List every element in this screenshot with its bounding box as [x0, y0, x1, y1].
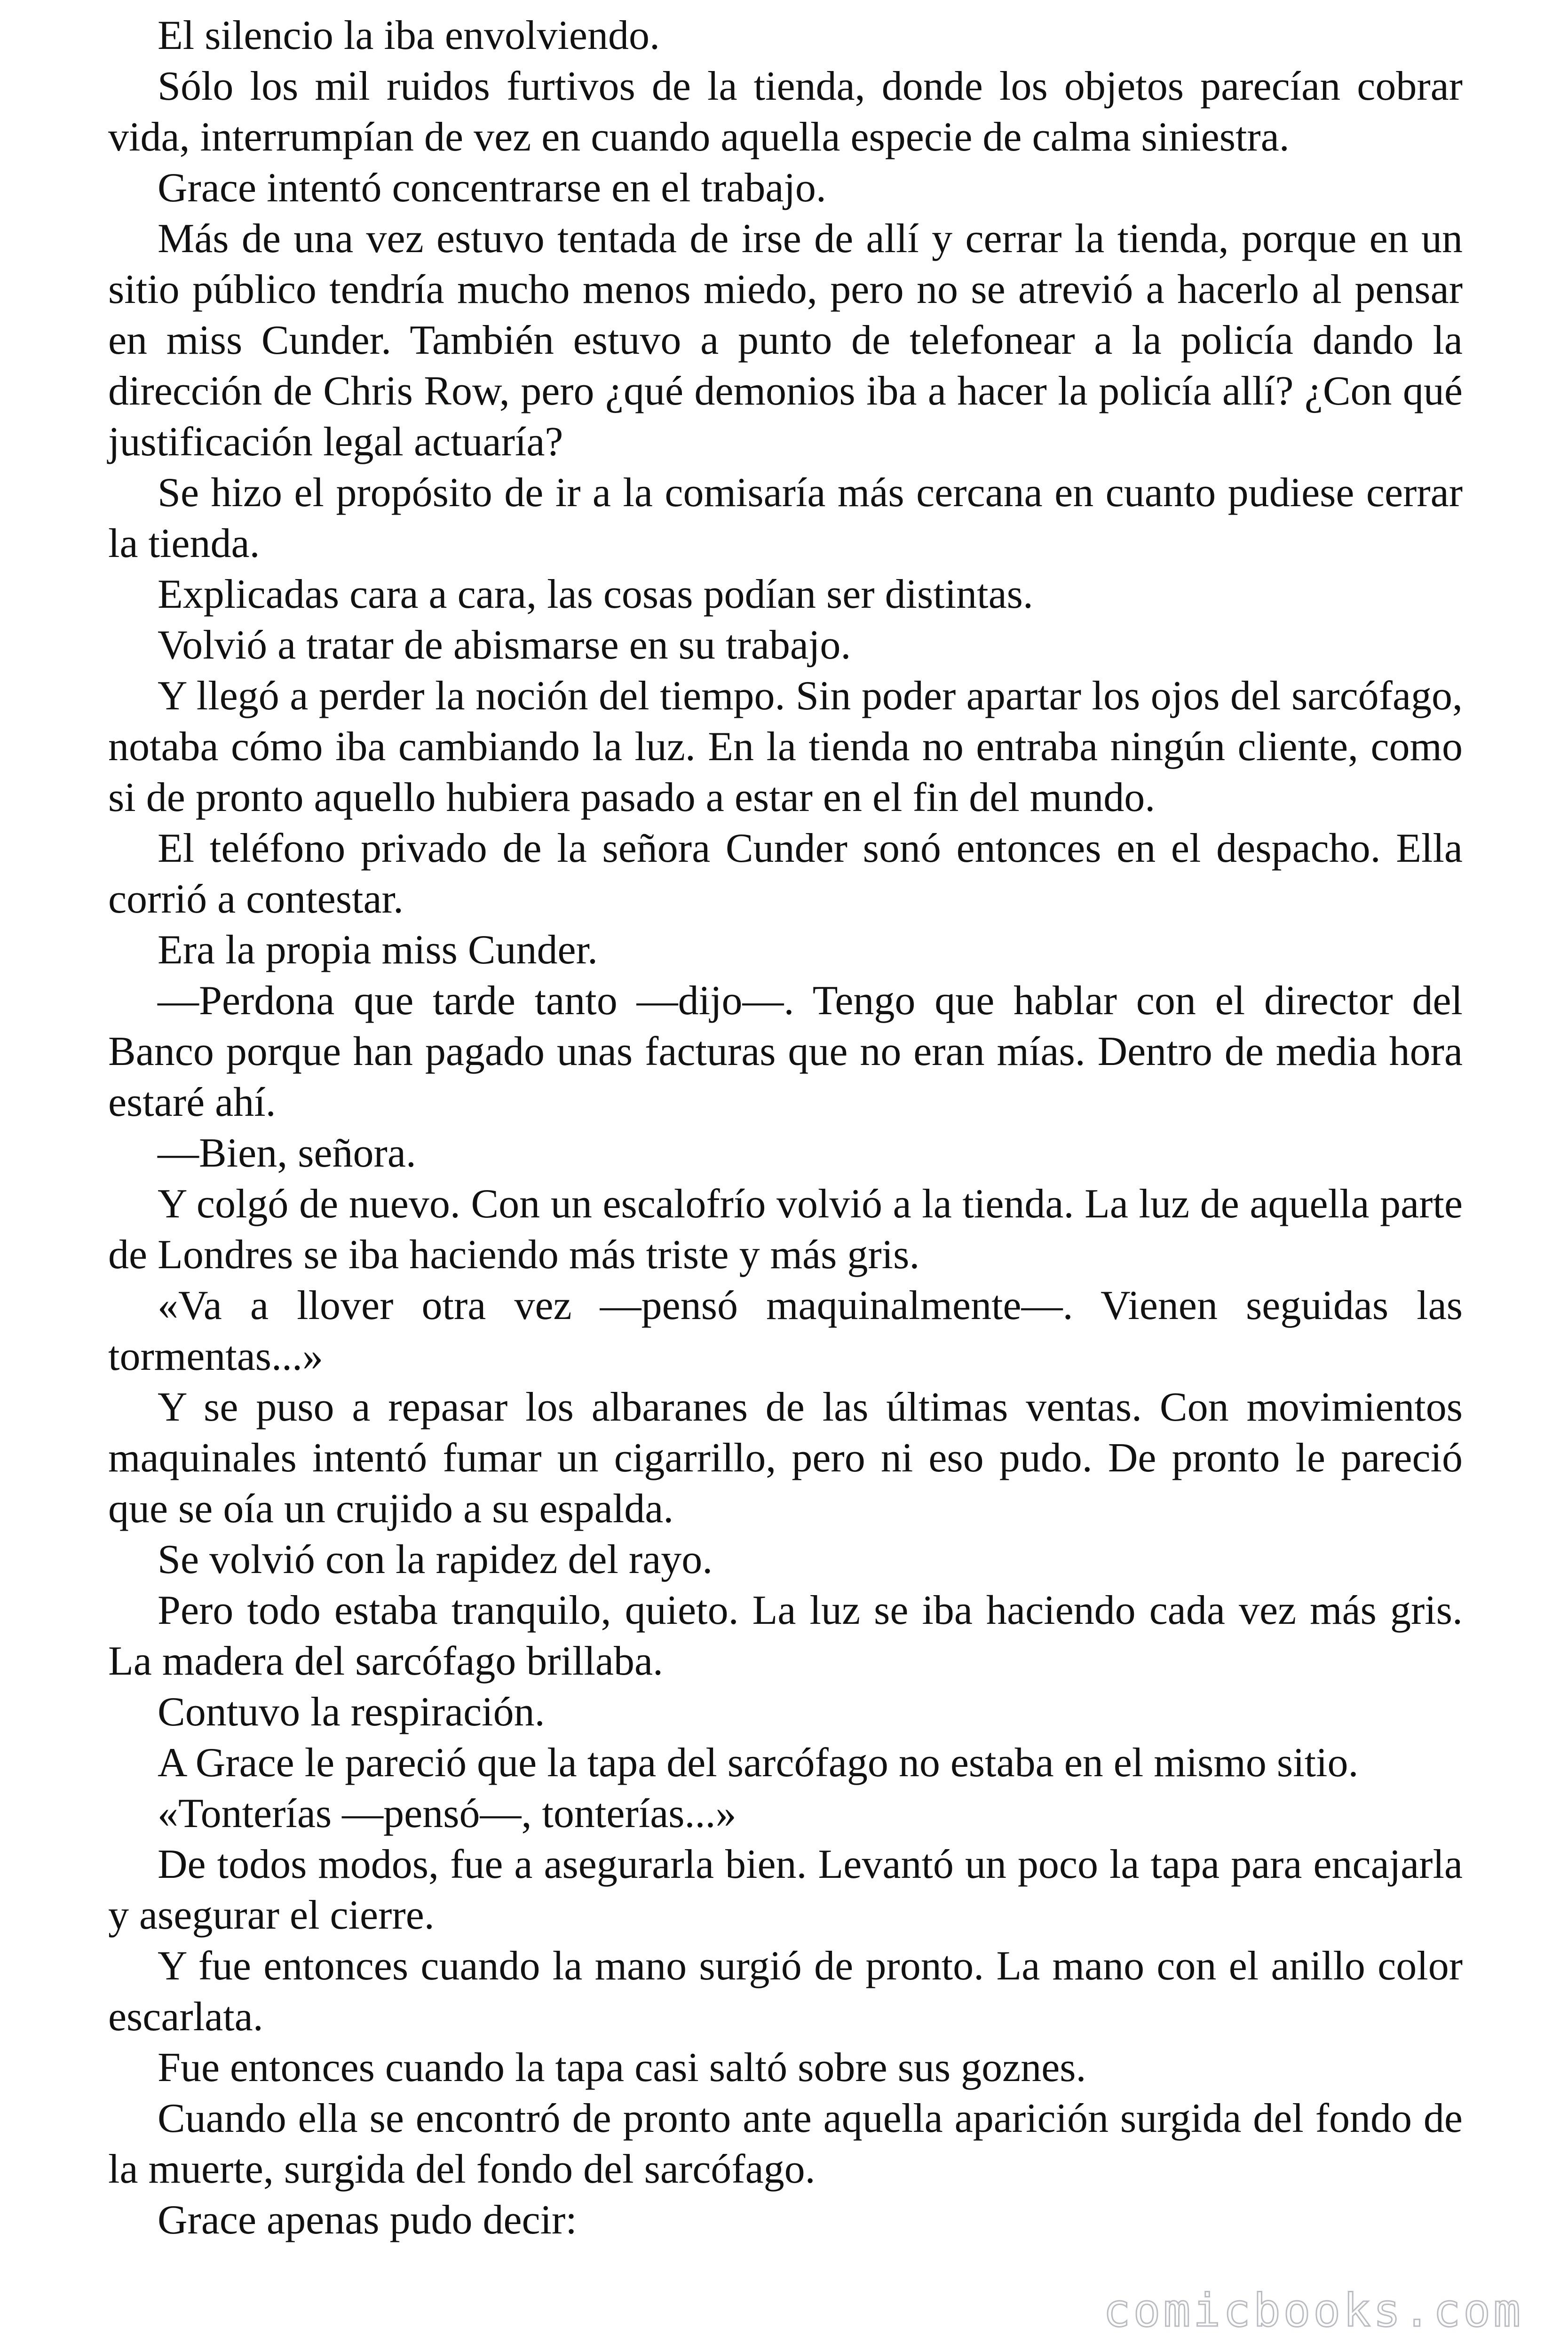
paragraph: —Perdona que tarde tanto —dijo—. Tengo que hablar con el director del Banco porque han pagado unas facturas que no eran mías. Dentro de media hora estaré ahí.: [108, 978, 1463, 1125]
paragraph: De todos modos, fue a asegurarla bien. Levantó un poco la tapa para encajarla y asegurar el cierre.: [108, 1842, 1463, 1938]
paragraph: Grace apenas pudo decir:: [158, 2197, 577, 2243]
paragraph: A Grace le pareció que la tapa del sarcófago no estaba en el mismo sitio.: [158, 1740, 1359, 1786]
paragraph: El teléfono privado de la señora Cunder sonó entonces en el despacho. Ella corrió a contestar.: [108, 826, 1463, 922]
paragraph: Pero todo estaba tranquilo, quieto. La luz se iba haciendo cada vez más gris. La madera del sarcófago brillaba.: [108, 1588, 1463, 1684]
paragraph: Volvió a tratar de abismarse en su trabajo.: [158, 622, 851, 668]
paragraph: Y se puso a repasar los albaranes de las últimas ventas. Con movimientos maquinales intentó fumar un cigarrillo, pero ni eso pudo. De pronto le pareció que se oía un crujido a su espalda.: [108, 1384, 1463, 1532]
paragraph: Y fue entonces cuando la mano surgió de pronto. La mano con el anillo color escarlata.: [108, 1943, 1463, 2040]
paragraph: Más de una vez estuvo tentada de irse de allí y cerrar la tienda, porque en un sitio público tendría mucho menos miedo, pero no se atrevió a hacerlo al pensar en miss Cunder. También estuvo a punto de telefonear a la policía dando la dirección de Chris Row, pero ¿qué demonios iba a hacer la policía allí? ¿Con qué justificación legal actuaría?: [108, 216, 1463, 465]
book-page-text: [108, 10, 1463, 2246]
paragraph: Se volvió con la rapidez del rayo.: [158, 1537, 713, 1582]
paragraph: El silencio la iba envolviendo.: [158, 13, 660, 58]
paragraph: «Tonterías —pensó—, tonterías...»: [158, 1791, 736, 1836]
paragraph: Contuvo la respiración.: [158, 1689, 545, 1735]
paragraph: Explicadas cara a cara, las cosas podían ser distintas.: [158, 572, 1033, 617]
watermark: comicbooks.com: [1103, 2284, 1523, 2337]
paragraph: Se hizo el propósito de ir a la comisaría más cercana en cuanto pudiese cerrar la tienda.: [108, 470, 1463, 566]
paragraph: Era la propia miss Cunder.: [158, 927, 598, 973]
paragraph: Fue entonces cuando la tapa casi saltó sobre sus goznes.: [158, 2045, 1086, 2090]
paragraph: Y llegó a perder la noción del tiempo. Sin poder apartar los ojos del sarcófago, notaba cómo iba cambiando la luz. En la tienda no entraba ningún cliente, como si de pronto aquello hubiera pasado a estar en el fin del mundo.: [108, 673, 1463, 820]
paragraph: —Bien, señora.: [158, 1130, 416, 1176]
paragraph: Cuando ella se encontró de pronto ante aquella aparición surgida del fondo de la muerte, surgida del fondo del sarcófago.: [108, 2096, 1463, 2192]
paragraph: Y colgó de nuevo. Con un escalofrío volvió a la tienda. La luz de aquella parte de Londres se iba haciendo más triste y más gris.: [108, 1181, 1463, 1278]
paragraph: Sólo los mil ruidos furtivos de la tienda, donde los objetos parecían cobrar vida, interrumpían de vez en cuando aquella especie de calma siniestra.: [108, 64, 1463, 160]
paragraph: Grace intentó concentrarse en el trabajo.: [158, 165, 826, 211]
paragraph: «Va a llover otra vez —pensó maquinalmente—. Vienen seguidas las tormentas...»: [108, 1283, 1463, 1379]
